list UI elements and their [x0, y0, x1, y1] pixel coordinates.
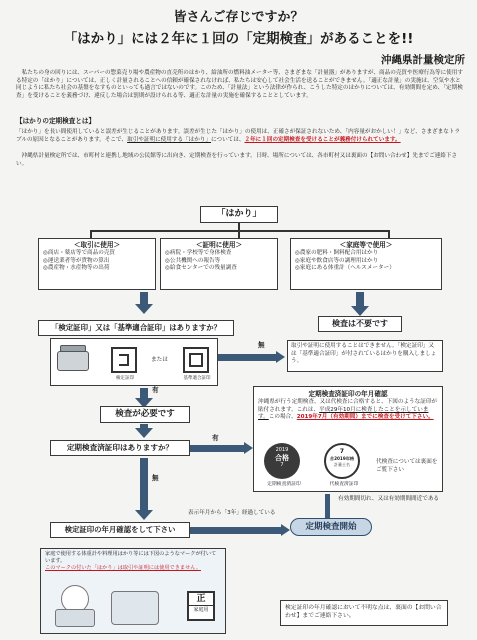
- home-note-text: 家庭で使用する体重計や料理用はかり等には下図のようなマークが付いています。: [45, 551, 217, 564]
- usage-trade-item: ◎商店・薬店等で商品の売買: [43, 250, 116, 256]
- usage-home-item: ◎農家の肥料・飼料配合用はかり: [295, 250, 379, 256]
- usage-trade-item: ◎運送業者等が貨物の算出: [43, 257, 110, 264]
- proxy-seal-icon: 7 合2019年格 計量士名: [324, 443, 360, 479]
- intro-paragraph: 私たちの身の回りには、スーパーの惣菜売り場や農産物の直売所のはかり、給油所の燃料油メーター等、さまざまな「計量器」がありますが、商品の売買や医療行為等に使用する特定の「はかり」については、正しく計量されることへの信頼が確保されなければ、私たちは安心して社会生活を送ることができません。「適正な計量」の実施は、空気や水と同じように私たち社会の基盤をなすものといっても過言ではないのです。このため、「計量法」という法律が作られ、こうした特定のはかりについては、有効期間を定め、「定期検査」を受けることを義務づけ、違反した場合は罰則が設けられる等、適正な計量の実施を確保することとしています。: [16, 70, 463, 99]
- arrow-down-icon: [135, 428, 153, 438]
- kijun-seal-caption: 基準適合証印: [183, 376, 211, 381]
- usage-proof-item: ◎病院・学校等で身体検査: [165, 250, 232, 256]
- periodic-seal-icon: 2019 合格 7: [264, 443, 300, 479]
- arrow-right-icon: [244, 442, 253, 454]
- usage-trade-box: [38, 238, 156, 290]
- need-inspection-label: 検査が必要です: [100, 406, 190, 423]
- no-label: 無: [258, 341, 265, 349]
- year-confirm-deadline: 2019年7月（有効期間）までに検査を受けて下さい。: [296, 414, 434, 421]
- year-confirm-panel: [253, 386, 443, 492]
- usage-proof-item: ◎給食センターでの残量調査: [165, 265, 237, 272]
- yes-label-2: 有: [212, 434, 219, 442]
- arrow-down-icon: [135, 304, 153, 314]
- arrow-right-icon: [276, 351, 285, 363]
- yes-label: 有: [152, 386, 159, 394]
- usage-trade-item: ◎農産物・水産物等の出荷: [43, 265, 110, 272]
- usage-proof-title: ＜証明に使用＞: [195, 241, 243, 249]
- bathroom-scale-image: [111, 591, 159, 625]
- year-confirm-title: 定期検査済証印の年月確認: [308, 390, 388, 398]
- arrow-down-icon: [135, 510, 153, 520]
- usage-home-item: ◎家庭にある体重計（ヘルスメーター）: [295, 265, 395, 272]
- periodic-seal-caption: 定期検査済証印: [267, 482, 301, 487]
- kentei-seal-caption: 検定証印: [116, 376, 134, 381]
- arrow-right-icon: [281, 524, 290, 536]
- arrow-down-icon: [351, 306, 369, 316]
- start-inspection-label: 定期検査開始: [290, 518, 372, 536]
- question-periodic-seal: 定期検査済証印はありますか？: [50, 440, 190, 456]
- home-note-warning: このマークの付いた「はかり」は取引や証明には使用できません。: [45, 565, 201, 571]
- or-label: または: [151, 357, 168, 363]
- year-confirm-body2: この場合、: [268, 414, 297, 421]
- section-title: 【はかりの定期検査とは】: [16, 117, 96, 125]
- org-name: 沖縄県計量検定所: [381, 54, 465, 66]
- section-paragraph-2: 沖縄県計量検定所では、市町村と連携し地域の公民館等に出向き、定期検査を行っています。日時、場所については、各市町村又は裏面の【お問い合わせ】先までご連絡下さい。: [16, 153, 458, 167]
- usage-home-title: ＜家庭等で使用＞: [339, 241, 393, 249]
- year-confirm-date: 平成29年10月に検査したことを示しています。: [258, 406, 429, 421]
- section-paragraph-1: 「はかり」を長い間使用していると誤差が生じることがあります。誤差が生じた「はかり」の使用は、正確さが保証されないため、「内容量がおかしい！」など、さまざまなトラブルの原因となることがあります。そこで、取引や証明に使用する「はかり」については、２年に１回の定期検査を受けることが義務付けられています。: [16, 129, 461, 143]
- scale-image: [57, 351, 89, 371]
- no-inspection-label: 検査は不要です: [318, 316, 402, 332]
- usage-proof-item: ◎公共機関への報告等: [165, 257, 221, 264]
- household-mark-icon: 正 家庭用: [187, 591, 215, 621]
- expired-text: 有効期間切れ、又は有効期間間近である: [338, 496, 440, 502]
- proxy-inspection-note: 代検査については裏面をご覧下さい: [376, 459, 438, 473]
- usage-trade-title: ＜取引に使用＞: [73, 241, 121, 249]
- home-scale-note-panel: [40, 548, 226, 634]
- confirm-step-box: 検定証印の年月確認をして下さい: [50, 522, 190, 538]
- year-confirm-body: 沖縄県が行う定期検査、又は代検査に合格すると、下図のような証印が貼付されます。これは、: [258, 399, 438, 413]
- no-seal-warning: 取引や証明に使用することはできません。「検定証印」又は「基準適合証印」が付されているはかりを購入しましょう。: [287, 340, 443, 372]
- footer-note: 検定証印の年月確認において不明な点は、裏面の【お問い合わせ】までご連絡下さい。: [280, 600, 448, 626]
- display-text: 表示年月から「3年」経過している: [188, 510, 276, 516]
- seal-images-panel: [50, 338, 218, 386]
- header-line2: 「はかり」には２年に１回の「定期検査」があることを!!: [63, 31, 414, 47]
- hakari-label: 「はかり」: [200, 206, 278, 223]
- usage-proof-box: [160, 238, 278, 290]
- question-seal: 「検定証印」又は「基準適合証印」はありますか？: [38, 320, 234, 336]
- header-line1: 皆さんご存じですか？: [173, 10, 304, 25]
- usage-home-item: ◎家庭や飲食店等の調理用はかり: [295, 257, 379, 264]
- usage-home-box: [290, 238, 442, 290]
- no-label-2: 無: [152, 474, 159, 482]
- proxy-seal-caption: 代検査済証印: [329, 482, 359, 487]
- kijun-seal-icon: [183, 347, 209, 373]
- kentei-seal-icon: [111, 347, 137, 373]
